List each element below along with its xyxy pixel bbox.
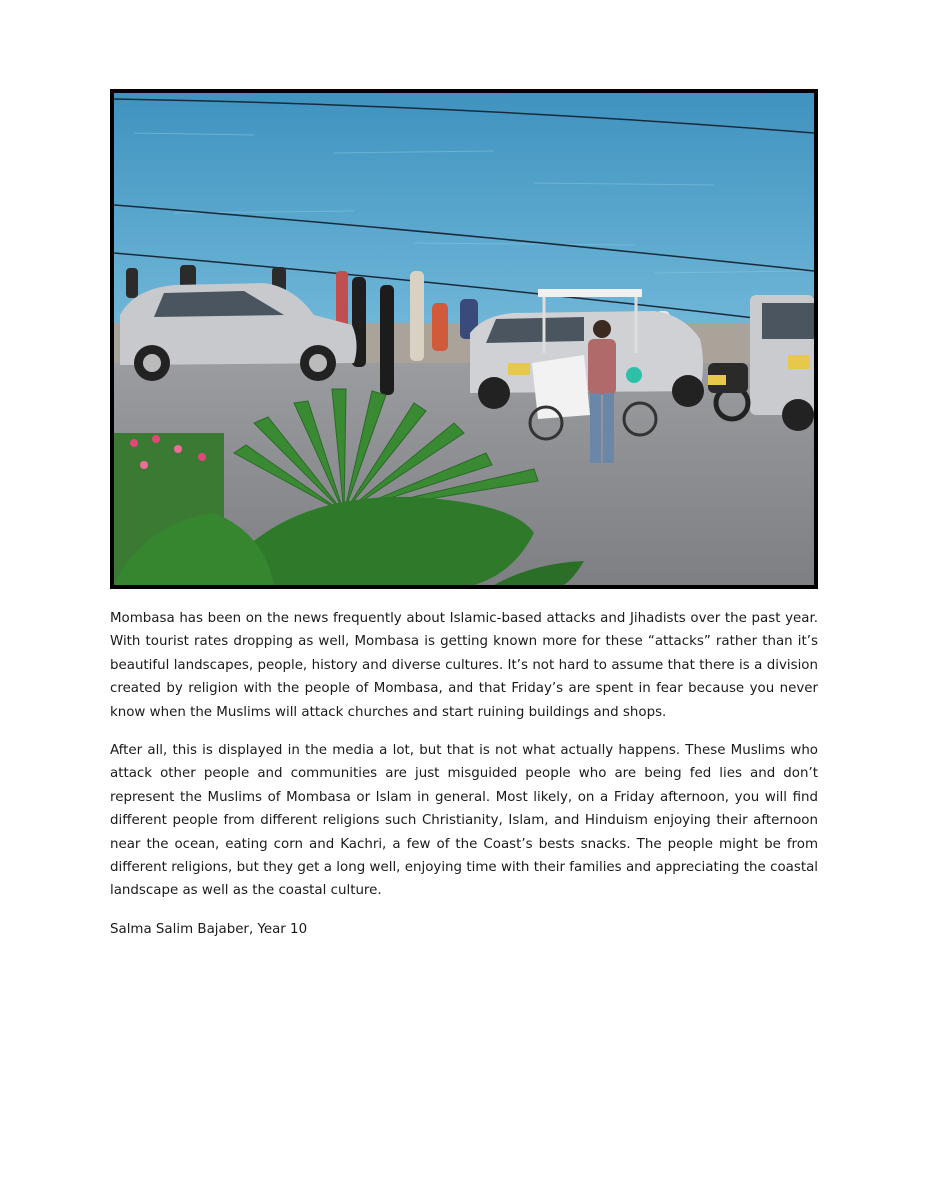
author-byline: Salma Salim Bajaber, Year 10 <box>110 921 308 937</box>
article-body <box>110 607 818 956</box>
photo-seafront-illustration <box>114 93 814 585</box>
article-photo <box>110 89 818 589</box>
paragraph: After all, this is displayed in the media a lot, but that is not what actually happens. These Muslims who attack other people and communities are just misguided people who are being fed lies and don’t represent the Muslims of Mombasa or Islam in general. Most likely, on a Friday afternoon, you will find different people from different religions such Christianity, Islam, and Hinduism enjoying their afternoon near the ocean, eating corn and Kachri, a few of the Coast’s bests snacks. The people might be from different religions, but they get a long well, enjoying time with their families and appreciating the coastal landscape as well as the coastal culture. <box>110 743 818 899</box>
paragraph: Mombasa has been on the news frequently about Islamic-based attacks and Jihadists over the past year. With tourist rates dropping as well, Mombasa is getting known more for these “attacks” rather than it’s beautiful landscapes, people, history and diverse cultures. It’s not hard to assume that there is a division created by religion with the people of Mombasa, and that Friday’s are spent in fear because you never know when the Muslims will attack churches and start ruining buildings and shops. <box>110 611 818 720</box>
